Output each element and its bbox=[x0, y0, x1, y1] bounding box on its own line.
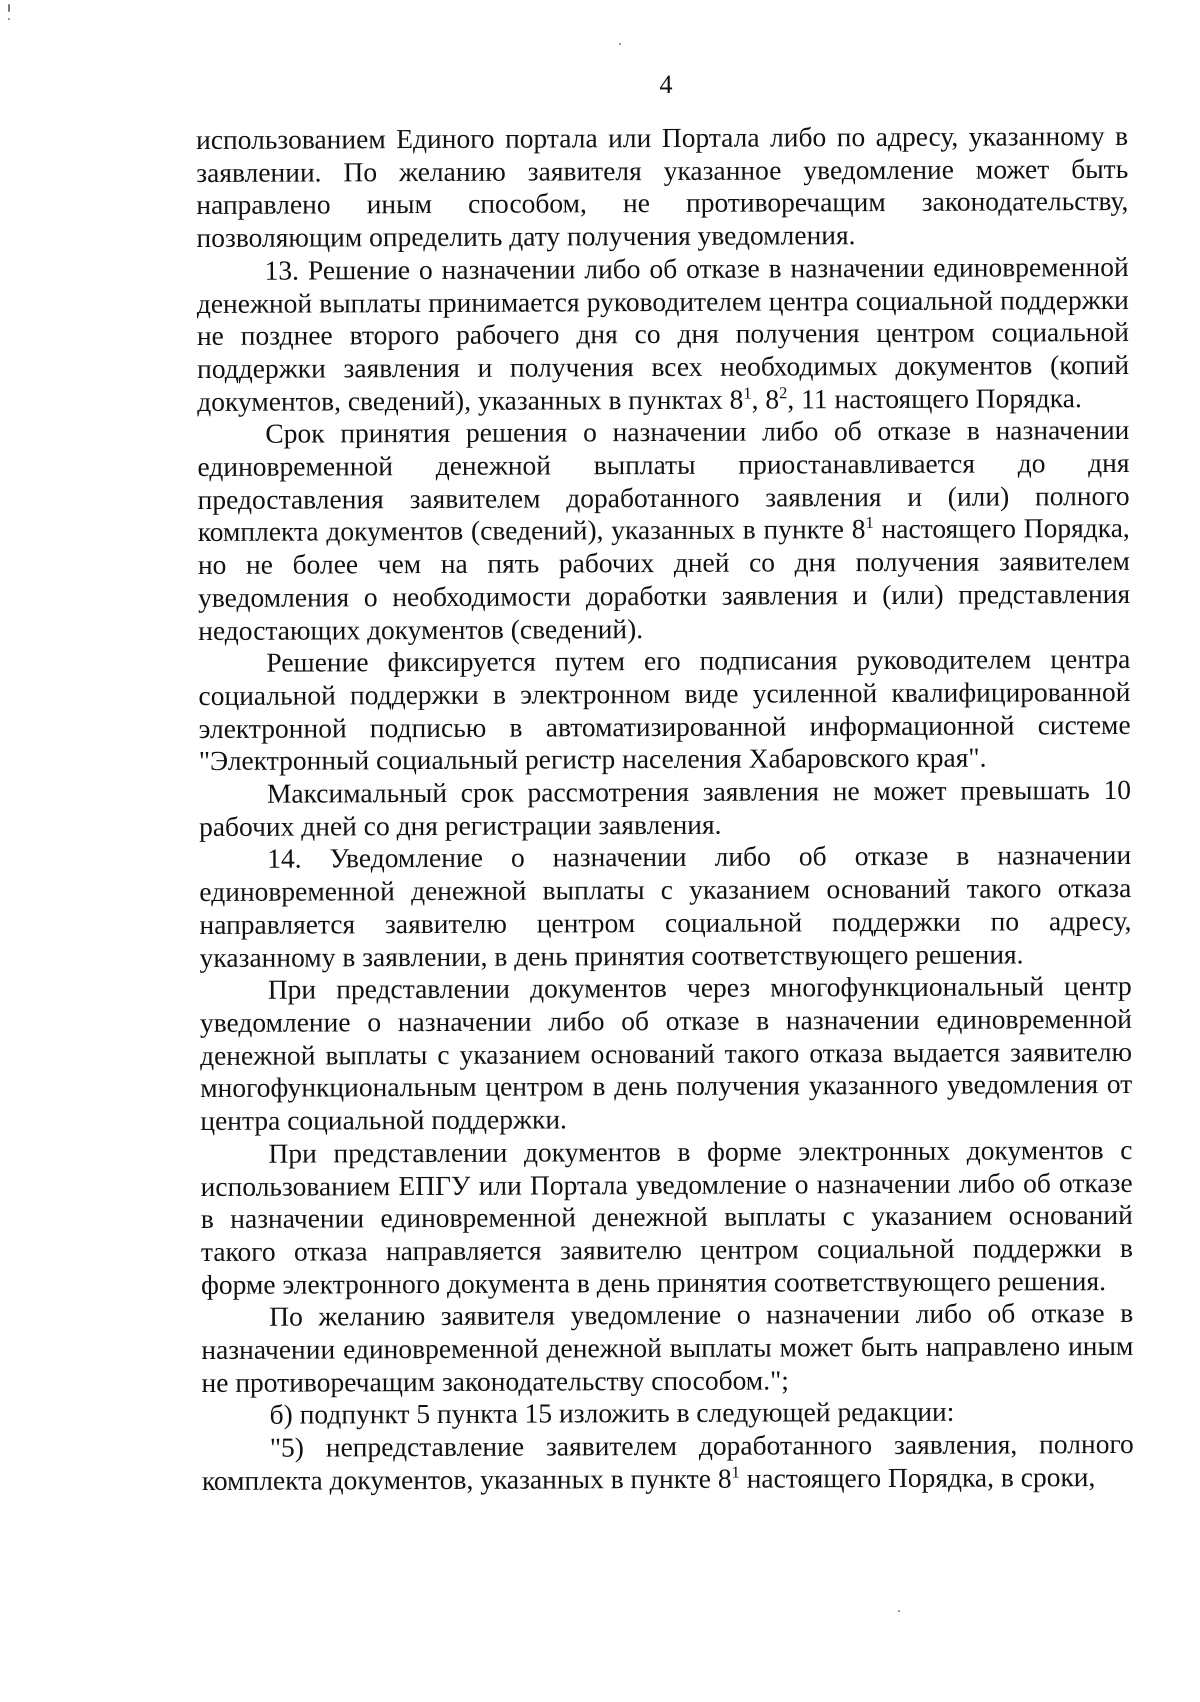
superscript: 2 bbox=[779, 382, 788, 402]
scan-speck bbox=[8, 4, 10, 12]
paragraph-text: При представлении документов в форме электронных документов с использованием ЕПГУ или Портала уведомление о назначении либо об отказе в назначении единовременной денежной выплаты с указанием оснований такого отказа направляется заявителю центром социальной поддержки в форме электронного документа в день принятия соответствующего решения. bbox=[200, 1133, 1133, 1300]
paragraph-text: "5) непредставление заявителем доработанного заявления, полного комплекта документов, указанных в пункте 8 bbox=[201, 1428, 1134, 1496]
paragraph-text: По желанию заявителя уведомление о назначении либо об отказе в назначении единовременной денежной выплаты может быть направлено иным не противоречащим законодательству способом."; bbox=[201, 1297, 1134, 1398]
paragraph-6 bbox=[202, 1395, 1134, 1432]
paragraph-14-mfc bbox=[200, 970, 1133, 1138]
paragraph-text: Максимальный срок рассмотрения заявления не может превышать 10 рабочих дней со дня регистрации заявления. bbox=[198, 773, 1131, 842]
paragraph-text: Решение фиксируется путем его подписания руководителем центра социальной поддержки в электронном виде усиленной квалифицированной электронной подписью в автоматизированной информационной системе "Электронный социальный регистр населения Хабаровского края". bbox=[198, 643, 1131, 777]
paragraph-text: настоящего Порядка, в сроки, bbox=[739, 1460, 1096, 1494]
paragraph-text: , 8 bbox=[751, 383, 780, 415]
scan-speck bbox=[898, 1610, 900, 1612]
paragraph-14-wish bbox=[201, 1297, 1133, 1399]
paragraph-text: б) подпункт 5 пункта 15 изложить в следующей редакции: bbox=[269, 1396, 955, 1431]
paragraph-text: настоящего Порядка, но не более чем на пять рабочих дней со дня получения заявителем уведомления о необходимости доработки заявления и (или) представления недостающих документов (сведений). bbox=[197, 512, 1131, 646]
paragraph-text: , 11 настоящего Порядка. bbox=[787, 381, 1082, 415]
scan-speck bbox=[619, 43, 621, 45]
superscript: 1 bbox=[731, 1462, 740, 1482]
paragraph-14 bbox=[199, 839, 1132, 974]
paragraph-text: использованием Единого портала или Портала либо по адресу, указанному в заявлении. По желанию заявителя указанное уведомление может быть направлено иным способом, не противоречащим законодательству, позволяющим определить дату получения уведомления. bbox=[196, 119, 1129, 254]
document-body bbox=[196, 120, 1134, 1498]
paragraph-continuation bbox=[196, 120, 1129, 255]
paragraph-text: Срок принятия решения о назначении либо об отказе в назначении единовременной денежной выплаты приостанавливается до дня предоставления заявителем доработанного заявления и (или) полного комплекта документов (сведений), указанных в пункте 8 bbox=[197, 414, 1130, 548]
paragraph-text: 13. Решение о назначении либо об отказе в назначении единовременной денежной выплаты принимается руководителем центра социальной поддержки не позднее второго рабочего дня со дня получения центром социальной поддержки заявления и получения всех необходимых документов (копий документов, сведений), указанных в пунктах 8 bbox=[196, 250, 1130, 417]
superscript: 1 bbox=[865, 513, 874, 533]
superscript-wrap bbox=[865, 513, 873, 544]
paragraph-text: При представлении документов через многофункциональный центр уведомление о назначении либо об отказе в назначении единовременной денежной выплаты с указанием оснований такого отказа выдается заявителю многофункциональным центром в день получения указанного уведомления от центра социальной поддержки. bbox=[199, 970, 1133, 1137]
scan-speck bbox=[8, 18, 10, 20]
paragraph-13-sign bbox=[198, 643, 1131, 778]
paragraph-13-term bbox=[197, 414, 1130, 647]
paragraph-6-quote bbox=[202, 1428, 1134, 1497]
paragraph-text: 14. Уведомление о назначении либо об отказе в назначении единовременной денежной выплаты с указанием оснований такого отказа направляется заявителю центром социальной поддержки по адресу, указанному в заявлении, в день принятия соответствующего решения. bbox=[199, 839, 1132, 973]
paragraph-14-epgu bbox=[200, 1134, 1133, 1302]
superscript-wrap bbox=[731, 1462, 739, 1493]
paragraph-13 bbox=[197, 251, 1130, 419]
paragraph-13-max bbox=[199, 774, 1131, 843]
page-number: 4 bbox=[659, 70, 673, 99]
superscript: 1 bbox=[743, 383, 752, 403]
